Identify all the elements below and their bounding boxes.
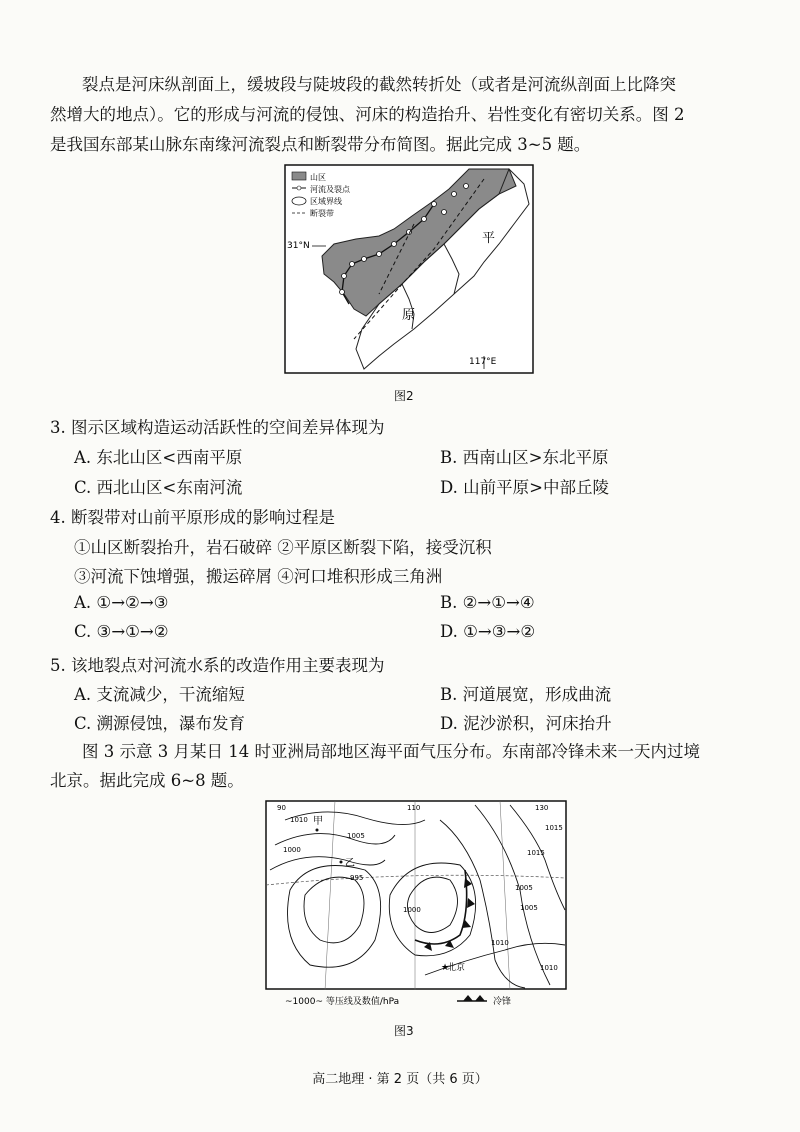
intro-line-1: 裂点是河床纵剖面上，缓坡段与陡坡段的截然转折处（或者是河流纵剖面上比降突 <box>82 75 676 94</box>
svg-text:1005: 1005 <box>520 904 538 912</box>
question-5-stem: 5. 该地裂点对河流水系的改造作用主要表现为 <box>50 656 385 675</box>
svg-text:1010: 1010 <box>540 964 558 972</box>
q4-option-a: A. ①→②→③ <box>74 593 169 612</box>
intro-line-3: 是我国东部某山脉东南缘河流裂点和断裂带分布简图。据此完成 3~5 题。 <box>50 135 591 154</box>
legend-front: 冷锋 <box>493 997 512 1007</box>
q3-option-d: D. 山前平原>中部丘陵 <box>440 478 609 497</box>
svg-text:1000: 1000 <box>283 846 301 854</box>
svg-text:1015: 1015 <box>545 824 563 832</box>
svg-text:★: ★ <box>441 963 450 973</box>
intro-line-2: 然增大的地点）。它的形成与河流的侵蚀、河床的构造抬升、岩性变化有密切关系。图 2 <box>50 105 685 124</box>
svg-text:1005: 1005 <box>347 832 365 840</box>
label-yi: 乙 <box>345 858 355 869</box>
q4-items-line-2: ③河流下蚀增强，搬运碎屑 ④河口堆积形成三角洲 <box>74 567 443 586</box>
legend-fault: 断裂带 <box>310 209 334 218</box>
label-jia: 甲 <box>313 816 323 827</box>
page-footer: 高二地理 · 第 2 页（共 6 页） <box>312 1072 488 1087</box>
svg-text:1005: 1005 <box>515 884 533 892</box>
q3-option-c: C. 西北山区<东南河流 <box>74 478 243 497</box>
question-4-stem: 4. 断裂带对山前平原形成的影响过程是 <box>50 508 335 527</box>
q3-option-b: B. 西南山区>东北平原 <box>440 448 609 467</box>
legend-isobar: ~1000~ 等压线及数值/hPa <box>285 997 400 1007</box>
q5-option-a: A. 支流减少，干流缩短 <box>74 685 245 704</box>
q5-option-b: B. 河道展宽，形成曲流 <box>440 685 612 704</box>
lon-tick-1: 90 <box>277 804 286 812</box>
longitude-label: 117°E <box>469 357 497 367</box>
latitude-label: 31°N <box>287 241 310 251</box>
intro2-line-2: 北京。据此完成 6~8 题。 <box>50 771 244 790</box>
lon-tick-3: 130 <box>535 804 549 812</box>
question-3-stem: 3. 图示区域构造运动活跃性的空间差异体现为 <box>50 418 385 437</box>
q5-option-c: C. 溯源侵蚀，瀑布发育 <box>74 714 246 733</box>
q4-option-b: B. ②→①→④ <box>440 593 535 612</box>
q4-items-line-1: ①山区断裂抬升，岩石破碎 ②平原区断裂下陷，接受沉积 <box>74 538 492 557</box>
q4-option-d: D. ①→③→② <box>440 622 536 641</box>
label-beijing: 北京 <box>447 963 466 973</box>
plain-label-ping: 平 <box>482 231 496 246</box>
lon-tick-2: 110 <box>407 804 421 812</box>
q5-option-d: D. 泥沙淤积，河床抬升 <box>440 714 612 733</box>
q3-option-a: A. 东北山区<西南平原 <box>74 448 243 467</box>
legend-mountain: 山区 <box>310 173 326 182</box>
figure-2-map <box>284 164 534 374</box>
figure-3-caption: 图3 <box>394 1024 414 1038</box>
legend-river: 河流及裂点 <box>310 185 350 194</box>
svg-text:1000: 1000 <box>403 906 421 914</box>
intro2-line-1: 图 3 示意 3 月某日 14 时亚洲局部地区海平面气压分布。东南部冷锋未来一天内过境 <box>82 742 700 761</box>
legend-boundary: 区域界线 <box>310 197 342 206</box>
figure-2-caption: 图2 <box>394 389 414 403</box>
plain-label-yuan: 原 <box>402 308 416 323</box>
q4-option-c: C. ③→①→② <box>74 622 169 641</box>
svg-text:1010: 1010 <box>290 816 308 824</box>
svg-text:1015: 1015 <box>527 849 545 857</box>
svg-text:1010: 1010 <box>491 939 509 947</box>
svg-text:995: 995 <box>350 874 364 882</box>
figure-3-map <box>265 800 567 1008</box>
